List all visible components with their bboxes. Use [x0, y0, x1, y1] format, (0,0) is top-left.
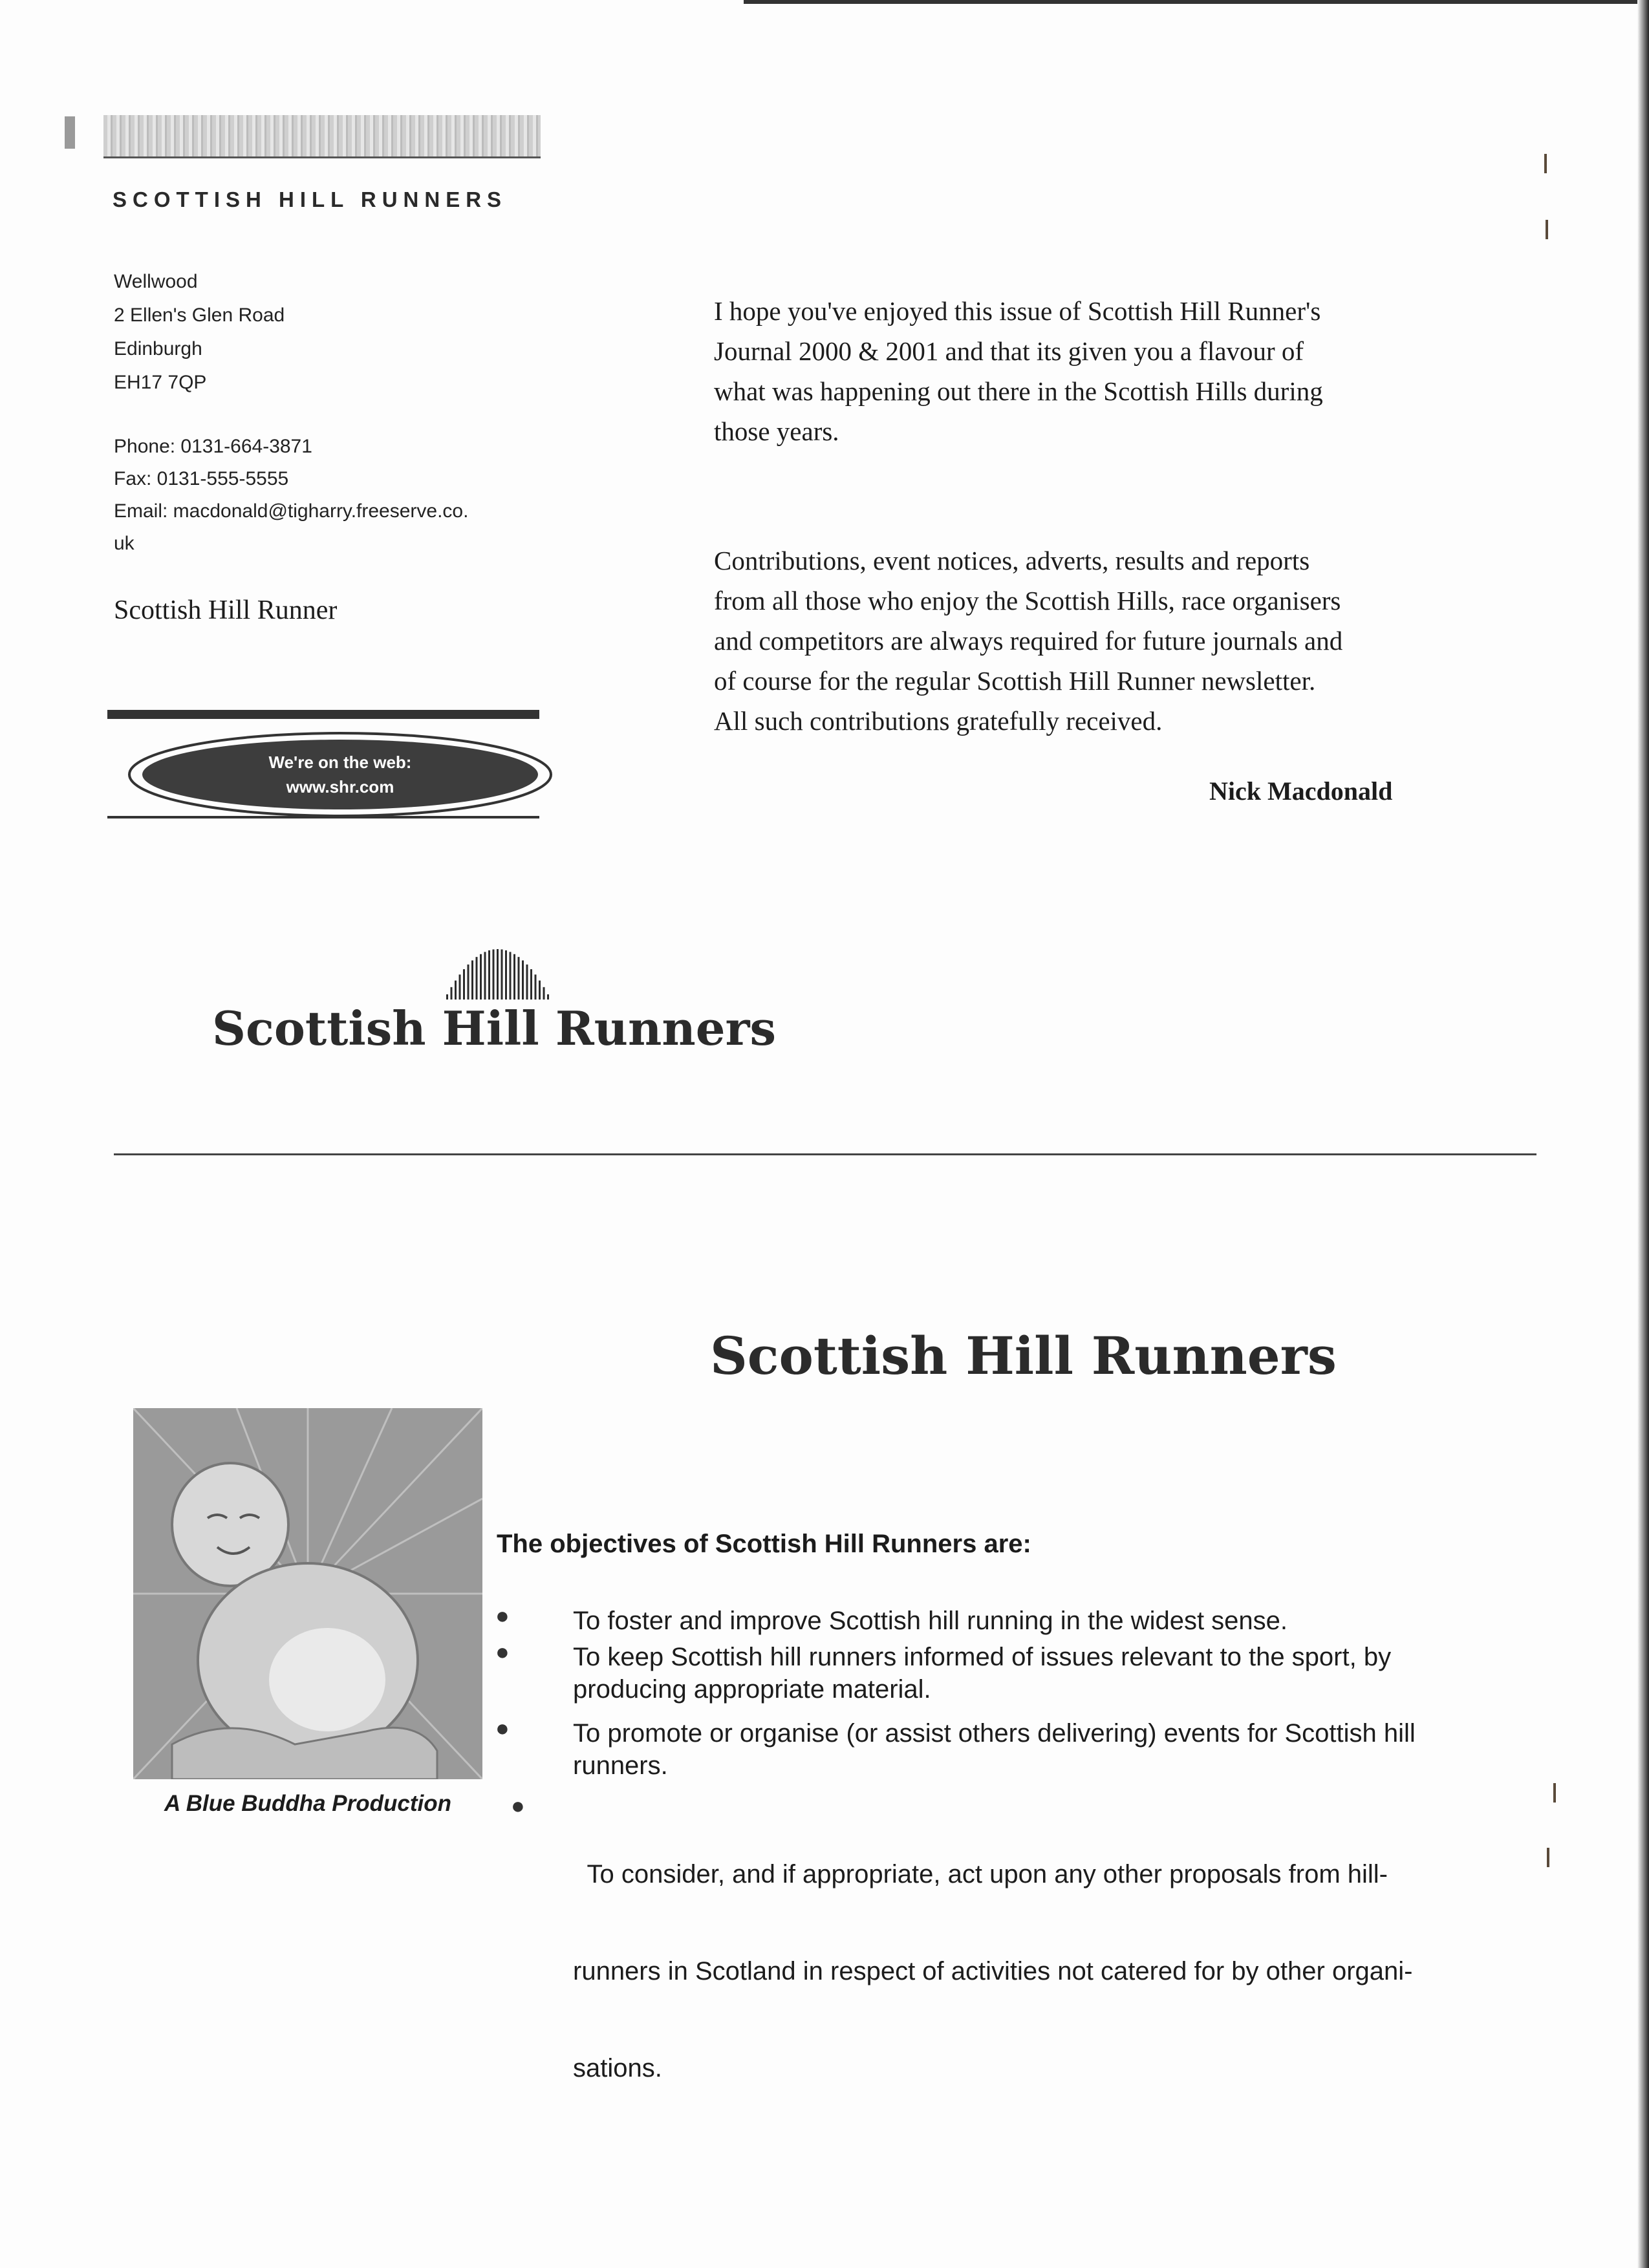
- logo-bar: [510, 952, 512, 1000]
- logo-bar: [539, 981, 541, 1000]
- phone-line: Phone: 0131-664-3871: [114, 436, 312, 457]
- postal-address: [114, 265, 285, 400]
- logo-bar: [488, 950, 490, 1000]
- text-line: of course for the regular Scottish Hill Runner newsletter.: [714, 666, 1316, 696]
- objective-item: [573, 1793, 1530, 2117]
- scan-mark: [1546, 220, 1548, 239]
- web-banner-url[interactable]: www.shr.com: [286, 777, 394, 797]
- bullet-marker: ●: [495, 1715, 510, 1741]
- header-grey-bar: [103, 115, 541, 158]
- objective-line: producing appropriate material.: [573, 1675, 931, 1704]
- objectives-heading: Scottish Hill Runners: [710, 1325, 1337, 1386]
- banner-bottom-rule: [107, 816, 539, 818]
- logo-bar: [455, 981, 457, 1000]
- logo-bar: [526, 965, 528, 1000]
- logo-bar: [484, 952, 486, 1000]
- brand-small-caps: SCOTTISH HILL RUNNERS: [113, 187, 508, 211]
- logo-bar: [501, 949, 503, 1000]
- publication-name: Scottish Hill Runner: [114, 595, 338, 625]
- logo-bar: [459, 974, 461, 1000]
- fax-line: Fax: 0131-555-5555: [114, 468, 289, 489]
- editorial-paragraph-1: [714, 291, 1451, 451]
- scan-mark: [1544, 154, 1547, 173]
- contact-details: [114, 431, 468, 560]
- hill-bars-logo-icon: [444, 948, 554, 1001]
- logo-bar: [446, 994, 448, 1000]
- logo-bar: [518, 957, 520, 1000]
- banner-top-rule: [107, 710, 539, 719]
- bullet-marker: ●: [495, 1603, 510, 1629]
- header-tab-mark: [65, 116, 75, 149]
- scan-mark: [1547, 1848, 1549, 1867]
- web-banner-text[interactable]: [127, 750, 554, 799]
- logo-bar: [493, 949, 495, 1000]
- logo-bar: [535, 974, 537, 1000]
- address-line: Edinburgh: [114, 338, 202, 359]
- editor-signature: Nick Macdonald: [1209, 776, 1393, 806]
- logo-bar: [522, 961, 524, 1000]
- section-divider: [114, 1153, 1536, 1155]
- buddha-photo: [133, 1408, 482, 1779]
- objective-line: To foster and improve Scottish hill running in the widest sense.: [573, 1607, 1288, 1635]
- logo-bar: [468, 965, 469, 1000]
- email-line[interactable]: Email: macdonald@tigharry.freeserve.co.: [114, 500, 469, 522]
- editorial-paragraph-2: [714, 540, 1451, 741]
- text-line: and competitors are always required for future journals and: [714, 626, 1343, 656]
- logo-bar: [513, 954, 515, 1000]
- logo-bar: [476, 957, 478, 1000]
- text-line: All such contributions gratefully received.: [714, 706, 1163, 736]
- bullet-marker: ●: [511, 1793, 525, 1819]
- objective-line: runners.: [573, 1751, 668, 1780]
- scan-edge-top: [744, 0, 1649, 4]
- text-line: Journal 2000 & 2001 and that its given you a flavour of: [714, 336, 1304, 366]
- logo-bar: [547, 994, 549, 1000]
- objective-item: [573, 1605, 1530, 1637]
- text-line: I hope you've enjoyed this issue of Scottish Hill Runner's: [714, 296, 1321, 326]
- photo-caption: A Blue Buddha Production: [164, 1791, 451, 1816]
- scan-mark: [1553, 1783, 1556, 1803]
- objective-item: [573, 1641, 1530, 1706]
- objective-line: To keep Scottish hill runners informed of issues relevant to the sport, by: [573, 1643, 1392, 1671]
- logo-wordmark: Scottish Hill Runners: [212, 1001, 776, 1056]
- objective-line: To consider, and if appropriate, act upon any other proposals from hill-: [573, 1860, 1388, 1888]
- scan-edge-right: [1637, 0, 1649, 2268]
- logo-bar: [480, 954, 482, 1000]
- objective-line: runners in Scotland in respect of activities not catered for by other organi-: [573, 1957, 1413, 1985]
- logo-bar: [497, 949, 499, 1000]
- logo-bar: [543, 987, 545, 1000]
- address-line: Wellwood: [114, 271, 198, 292]
- address-line: 2 Ellen's Glen Road: [114, 305, 285, 326]
- logo-bar: [530, 969, 532, 1000]
- logo-bar: [451, 987, 453, 1000]
- text-line: from all those who enjoy the Scottish Hills, race organisers: [714, 586, 1341, 615]
- logo-bar: [471, 961, 473, 1000]
- email-line-cont[interactable]: uk: [114, 533, 135, 554]
- text-line: what was happening out there in the Scottish Hills during: [714, 376, 1323, 406]
- address-line: EH17 7QP: [114, 372, 207, 393]
- logo-bar: [463, 969, 465, 1000]
- logo-bar: [505, 950, 507, 1000]
- web-banner-line1: We're on the web:: [268, 753, 412, 772]
- objective-line: To promote or organise (or assist others delivering) events for Scottish hill: [573, 1719, 1416, 1748]
- text-line: Contributions, event notices, adverts, results and reports: [714, 546, 1310, 575]
- objective-item: [573, 1717, 1530, 1782]
- objectives-intro: The objectives of Scottish Hill Runners are:: [497, 1530, 1031, 1558]
- objective-line: sations.: [573, 2054, 662, 2082]
- bullet-marker: ●: [495, 1639, 510, 1665]
- text-line: those years.: [714, 416, 839, 446]
